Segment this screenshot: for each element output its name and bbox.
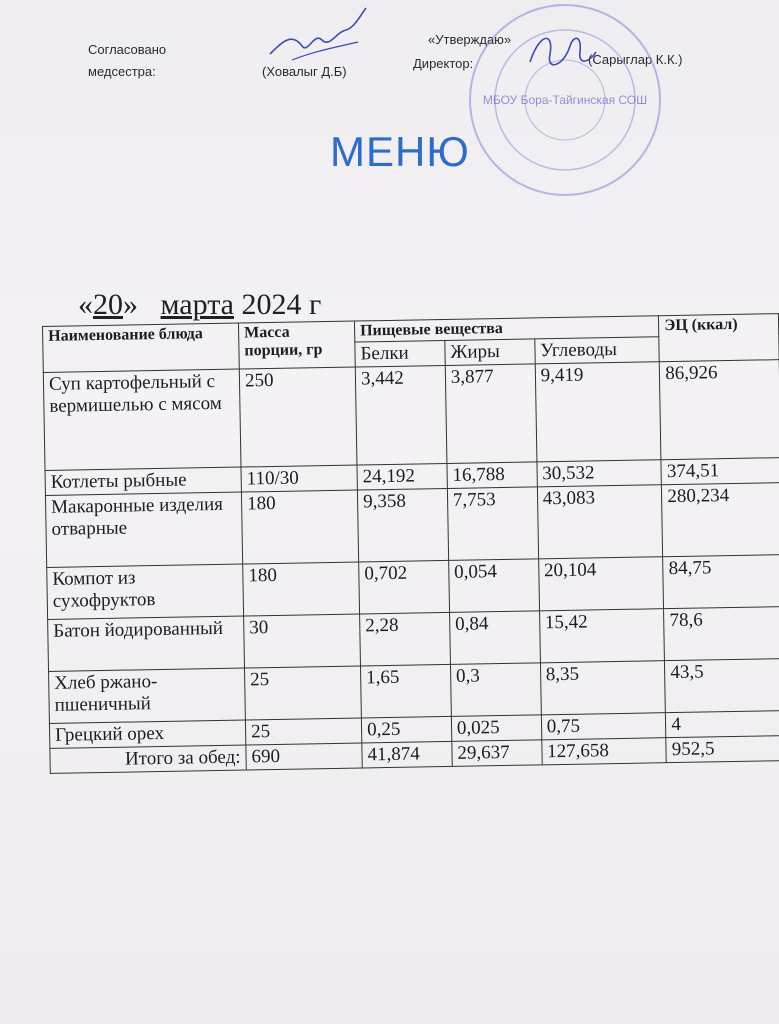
dish-carbs: 15,42 bbox=[539, 609, 665, 663]
director-label: Директор: bbox=[413, 56, 474, 71]
dish-proteins: 0,25 bbox=[361, 716, 451, 743]
dish-carbs: 20,104 bbox=[538, 557, 664, 611]
dish-energy: 374,51 bbox=[661, 458, 779, 485]
dish-name: Грецкий орех bbox=[49, 720, 245, 748]
agreed-label: Согласовано bbox=[88, 42, 167, 57]
nurse-label: медсестра: bbox=[88, 64, 156, 79]
dish-fats: 0,025 bbox=[451, 715, 541, 742]
nurse-signature bbox=[262, 2, 372, 68]
dish-proteins: 2,28 bbox=[360, 612, 451, 666]
header-energy: ЭЦ (ккал) bbox=[659, 314, 779, 362]
dish-name: Компот из сухофруктов bbox=[47, 564, 244, 619]
dish-fats: 3,877 bbox=[445, 364, 537, 464]
dish-carbs: 0,75 bbox=[541, 713, 666, 740]
approve-label: «Утверждаю» bbox=[428, 32, 512, 47]
date-month: марта bbox=[160, 288, 234, 321]
nurse-name: (Ховалыг Д.Б) bbox=[262, 64, 347, 79]
dish-proteins: 3,442 bbox=[355, 365, 447, 465]
dish-energy: 86,926 bbox=[660, 360, 779, 460]
dish-energy: 4 bbox=[666, 711, 779, 738]
dish-energy: 78,6 bbox=[664, 607, 779, 661]
total-mass: 690 bbox=[246, 743, 362, 770]
date-close-quote: » bbox=[123, 288, 138, 321]
dish-fats: 0,84 bbox=[449, 611, 540, 665]
dish-name: Котлеты рыбные bbox=[45, 467, 241, 495]
dish-fats: 16,788 bbox=[447, 462, 537, 489]
header-name: Наименование блюда bbox=[43, 323, 240, 372]
dish-proteins: 24,192 bbox=[357, 463, 447, 490]
dish-energy: 84,75 bbox=[663, 555, 779, 609]
dish-fats: 0,3 bbox=[450, 663, 541, 717]
director-signature bbox=[520, 22, 600, 82]
total-label: Итого за обед: bbox=[50, 745, 246, 773]
director-name: (Сарыглар К.К.) bbox=[588, 52, 683, 67]
dish-mass: 250 bbox=[239, 367, 357, 467]
header-fats: Жиры bbox=[445, 339, 535, 366]
page-title: МЕНЮ bbox=[330, 128, 470, 175]
dish-carbs: 30,532 bbox=[537, 460, 662, 487]
dish-name: Батон йодированный bbox=[48, 616, 245, 671]
dish-proteins: 0,702 bbox=[359, 560, 450, 614]
dish-carbs: 9,419 bbox=[535, 362, 661, 462]
menu-date bbox=[78, 288, 321, 322]
date-open-quote: « bbox=[78, 288, 93, 321]
dish-energy: 280,234 bbox=[662, 483, 779, 557]
dish-carbs: 8,35 bbox=[540, 661, 666, 715]
date-day: 20 bbox=[93, 288, 123, 321]
header-proteins: Белки bbox=[355, 340, 445, 367]
dish-name: Суп картофельный с вермишелью с мясом bbox=[43, 369, 241, 470]
total-energy: 952,5 bbox=[666, 736, 779, 763]
table-row bbox=[45, 483, 779, 568]
dish-carbs: 43,083 bbox=[537, 485, 663, 559]
total-carbs: 127,658 bbox=[541, 738, 666, 765]
total-proteins: 41,874 bbox=[362, 741, 452, 768]
dish-name: Макаронные изделия отварные bbox=[45, 492, 242, 567]
table-row bbox=[43, 360, 779, 471]
total-fats: 29,637 bbox=[452, 740, 542, 767]
dish-name: Хлеб ржано-пшеничный bbox=[49, 668, 246, 723]
dish-proteins: 1,65 bbox=[360, 664, 451, 718]
dish-mass: 180 bbox=[243, 562, 360, 616]
stamp-text: МБОУ Бора-Тайгинская СОШ bbox=[482, 93, 648, 107]
dish-fats: 0,054 bbox=[448, 559, 539, 613]
dish-energy: 43,5 bbox=[665, 659, 779, 713]
dish-mass: 30 bbox=[244, 614, 361, 668]
dish-mass: 180 bbox=[241, 490, 358, 564]
dish-fats: 7,753 bbox=[447, 487, 538, 561]
dish-mass: 110/30 bbox=[241, 465, 357, 492]
header-nutrients: Пищевые вещества bbox=[354, 316, 659, 342]
header-carbs: Углеводы bbox=[534, 337, 659, 364]
menu-table bbox=[42, 313, 779, 774]
header-mass: Масса порции, гр bbox=[238, 321, 355, 369]
dish-proteins: 9,358 bbox=[357, 488, 448, 562]
dish-mass: 25 bbox=[244, 666, 361, 720]
date-year: 2024 г bbox=[241, 288, 322, 321]
dish-mass: 25 bbox=[245, 718, 361, 745]
